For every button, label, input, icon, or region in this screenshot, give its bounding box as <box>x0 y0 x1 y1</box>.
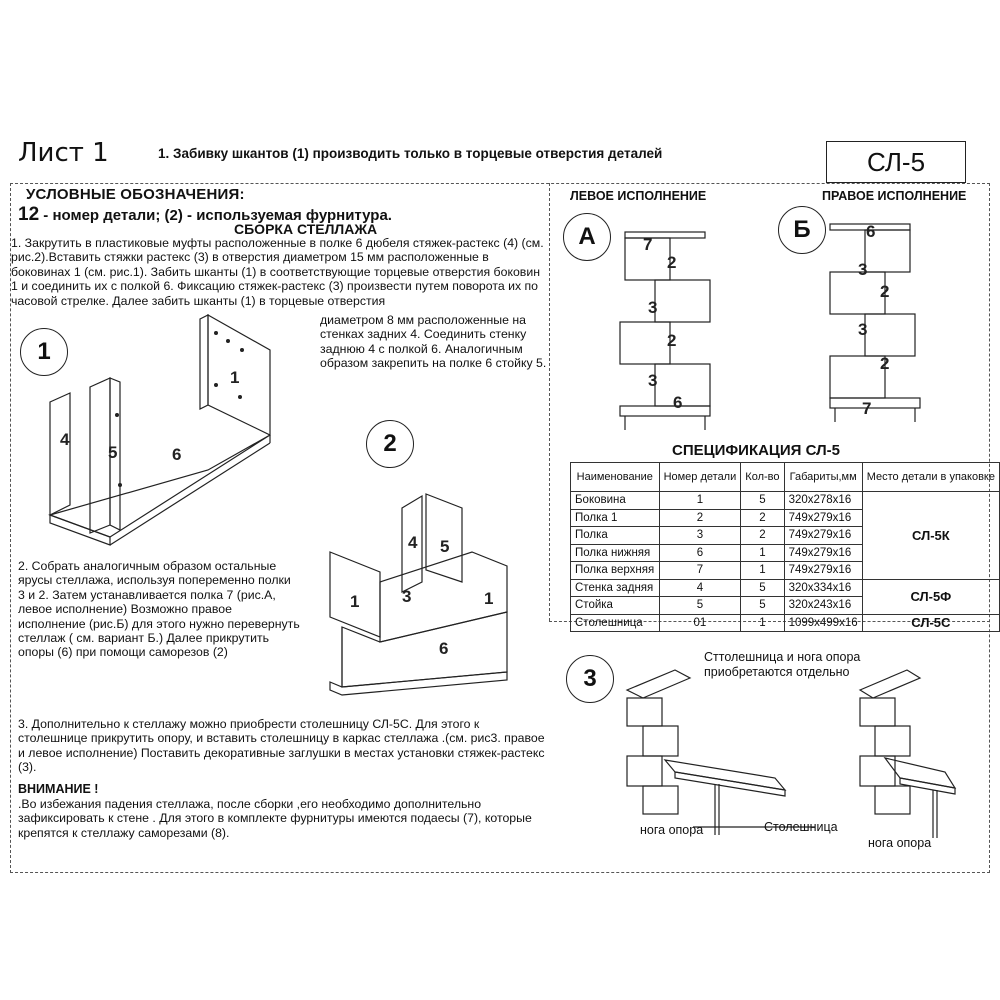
legend-part-text: - номер детали; <box>39 207 165 224</box>
table-row: Столешница 01 1 1099x499x16 СЛ-5С <box>571 614 1000 632</box>
table-row: Стойка 5 5 320x243x16 <box>571 597 1000 615</box>
column-divider <box>549 183 550 621</box>
variant-a-part-6: 6 <box>673 393 683 412</box>
leg-left-label: нога опора <box>640 823 704 837</box>
figure-2-marker: 2 <box>366 420 414 468</box>
leg-right-label: нога опора <box>868 836 932 850</box>
spec-header-qty: Кол-во <box>741 463 784 492</box>
fig1-part-5: 5 <box>108 443 118 462</box>
warning-text: .Во избежания падения стеллажа, после сборки ,его необходимо дополнительно зафиксировать к стене . Для этого в комплекте фурнитуры имеются подаесы (7), которые крепятся к стеллажу саморезами (8). <box>18 797 532 840</box>
variant-b-part-6: 6 <box>866 222 876 241</box>
variant-b-label: ПРАВОЕ ИСПОЛНЕНИЕ <box>822 189 967 203</box>
spec-header-number: Номер детали <box>659 463 741 492</box>
fig1-part-4: 4 <box>60 430 70 449</box>
figure-3-marker: 3 <box>566 655 614 703</box>
fig1-part-1: 1 <box>230 368 240 387</box>
step1-text-continued: диаметром 8 мм расположенные на стенках задних 4. Соединить стенку заднюю 4 с полкой 6. Аналогичным образом закрепить на полке 6 стойку 5. <box>320 313 547 371</box>
fig2-part-5: 5 <box>440 537 450 556</box>
variant-b-marker: Б <box>778 206 826 254</box>
model-code: СЛ-5 <box>826 141 966 183</box>
spec-header-pack: Место детали в упаковке <box>862 463 999 492</box>
variant-a-part-3b: 3 <box>648 371 658 390</box>
header-rule: 1. Забивку шкантов (1) производить только в торцевые отверстия деталей <box>158 146 663 161</box>
table-row: Полка верхняя 7 1 749x279x16 <box>571 562 1000 580</box>
assembly-title: СБОРКА СТЕЛЛАЖА <box>234 221 378 237</box>
fig2-part-6: 6 <box>439 639 449 658</box>
legend-fitting-text: - используемая фурнитура. <box>182 207 392 224</box>
sheet-number: Лист 1 <box>18 138 109 168</box>
variant-b-part-2a: 2 <box>880 282 890 301</box>
step3-text: 3. Дополнительно к стеллажу можно приобрести столешницу СЛ-5С. Для этого к столешнице прикрутить опору, и вставить столешницу в каркас стеллажа .(см. рис3. правое и левое исполнение) Поставить декоративные заглушки в местах установки стяжек-растекс (3). <box>18 717 545 775</box>
variant-b-part-2b: 2 <box>880 354 890 373</box>
variant-b-part-3b: 3 <box>858 320 868 339</box>
figure-2-diagram <box>322 482 522 707</box>
variant-b-part-3a: 3 <box>858 260 868 279</box>
variant-a-label: ЛЕВОЕ ИСПОЛНЕНИЕ <box>570 189 707 203</box>
spec-title: СПЕЦИФИКАЦИЯ СЛ-5 <box>672 442 840 459</box>
variant-a-part-2b: 2 <box>667 331 677 350</box>
fig2-part-4: 4 <box>408 533 418 552</box>
table-row: Боковина 1 5 320x278x16 СЛ-5К <box>571 492 1000 510</box>
spec-pack-k: СЛ-5К <box>862 492 999 580</box>
spec-header-size: Габариты,мм <box>784 463 862 492</box>
variant-b-part-7: 7 <box>862 399 872 418</box>
spec-header-name: Наименование <box>571 463 660 492</box>
legend-title: УСЛОВНЫЕ ОБОЗНАЧЕНИЯ: <box>26 186 245 203</box>
variant-a-part-2a: 2 <box>667 253 677 272</box>
fig2-part-1-left: 1 <box>350 592 360 611</box>
tabletop-label: Столешница <box>764 820 838 834</box>
legend-fitting-number: (2) <box>164 207 183 224</box>
step2-text: 2. Собрать аналогичным образом остальные ярусы стеллажа, используя попеременно полки 3 и 2. Затем устанавливается полка 7 (рис.А, левое исполнение) Возможно правое исполнение (рис.Б) для этого нужно перевернуть стеллаж ( см. вариант Б.) Далее прикрутить опоры (6) при помощи саморезов (2) <box>18 559 300 660</box>
table-row: Полка 3 2 749x279x16 <box>571 527 1000 545</box>
figure-1-marker: 1 <box>20 328 68 376</box>
variant-a-diagram <box>605 218 720 443</box>
variant-a-marker: А <box>563 213 611 261</box>
warning-title: ВНИМАНИЕ ! <box>18 782 99 796</box>
variant-a-part-7: 7 <box>643 235 653 254</box>
table-row: Полка 1 2 2 749x279x16 <box>571 509 1000 527</box>
spec-pack-s: СЛ-5С <box>862 614 999 632</box>
fig2-part-1-right: 1 <box>484 589 494 608</box>
spec-pack-f: СЛ-5Ф <box>862 579 999 614</box>
step1-text: 1. Закрутить в пластиковые муфты расположенные в полке 6 дюбеля стяжек-растекс (4) (см. рис.2).Вставить стяжки растекс (3) в отверстия диаметром 15 мм расположенные в боковинах 1 (см. рис.1). Забить шканты (1) в соответствующие торцевые отверстия боковин 1 и соединить их с полкой 6. Фиксацию стяжек-растекс (3) произвести путем поворота их по часовой стрелке. Далее забить шканты (1) в торцевые отверстия <box>11 236 544 308</box>
table-row: Полка нижняя 6 1 749x279x16 <box>571 544 1000 562</box>
table-row: Стенка задняя 4 5 320x334x16 СЛ-5Ф <box>571 579 1000 597</box>
spec-header-row <box>571 463 1000 492</box>
figure-1-diagram <box>30 305 290 550</box>
variant-b-diagram <box>820 218 935 443</box>
figure-3-note: Сттолешница и нога опора приобретаются отдельно <box>704 650 861 679</box>
fig2-part-3: 3 <box>402 587 412 606</box>
variant-a-part-3a: 3 <box>648 298 658 317</box>
legend-part-number: 12 <box>18 204 40 225</box>
fig1-part-6: 6 <box>172 445 182 464</box>
spec-table <box>570 462 1000 632</box>
